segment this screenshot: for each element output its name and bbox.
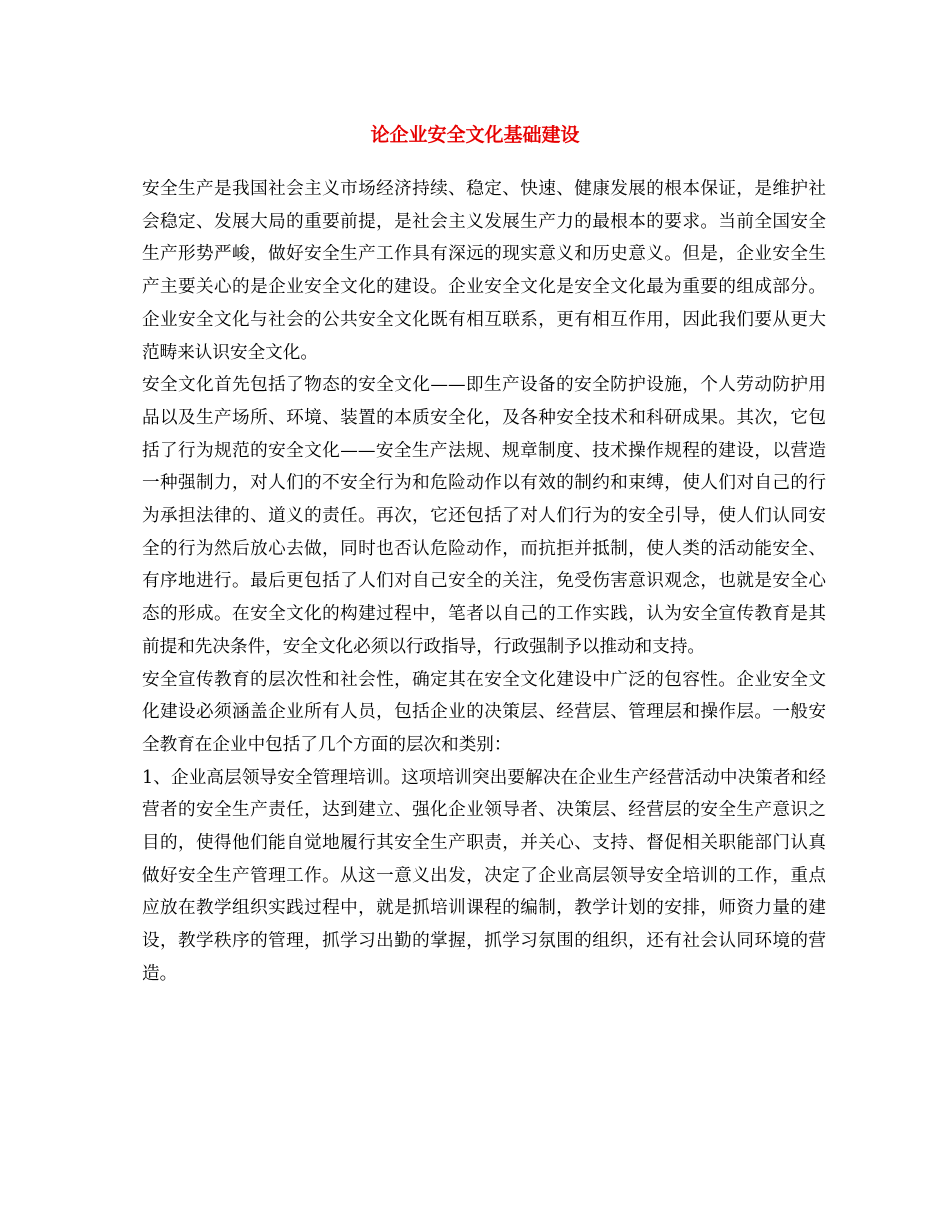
paragraph-3: 安全宣传教育的层次性和社会性，确定其在安全文化建设中广泛的包容性。企业安全文化建设必须涵盖企业所有人员，包括企业的决策层、经营层、管理层和操作层。一般安全教育在企业中包括了几个方面的层次和类别： <box>142 669 826 755</box>
document-title: 论企业安全文化基础建设 <box>370 124 580 146</box>
paragraph-1: 安全生产是我国社会主义市场经济持续、稳定、快速、健康发展的根本保证，是维护社会稳定、发展大局的重要前提，是社会主义发展生产力的最根本的要求。当前全国安全生产形势严峻，做好安全生产工作具有深远的现实意义和历史意义。但是，企业安全生产主要关心的是企业安全文化的建设。企业安全文化是安全文化最为重要的组成部分。企业安全文化与社会的公共安全文化既有相互联系，更有相互作用，因此我们要从更大范畴来认识安全文化。 <box>142 179 826 363</box>
document-body <box>142 173 826 991</box>
paragraph-4: 1、企业高层领导安全管理培训。这项培训突出要解决在企业生产经营活动中决策者和经营者的安全生产责任，达到建立、强化企业领导者、决策层、经营层的安全生产意识之目的，使得他们能自觉地履行其安全生产职责，并关心、支持、督促相关职能部门认真做好安全生产管理工作。从这一意义出发，决定了企业高层领导安全培训的工作，重点应放在教学组织实践过程中，就是抓培训课程的编制，教学计划的安排，师资力量的建设，教学秩序的管理，抓学习出勤的掌握，抓学习氛围的组织，还有社会认同环境的营造。 <box>142 767 826 984</box>
paragraph-2: 安全文化首先包括了物态的安全文化——即生产设备的安全防护设施，个人劳动防护用品以及生产场所、环境、装置的本质安全化，及各种安全技术和科研成果。其次，它包括了行为规范的安全文化——安全生产法规、规章制度、技术操作规程的建设，以营造一种强制力，对人们的不安全行为和危险动作以有效的制约和束缚，使人们对自己的行为承担法律的、道义的责任。再次，它还包括了对人们行为的安全引导，使人们认同安全的行为然后放心去做，同时也否认危险动作，而抗拒并抵制，使人类的活动能安全、有序地进行。最后更包括了人们对自己安全的关注，免受伤害意识观念，也就是安全心态的形成。在安全文化的构建过程中，笔者以自己的工作实践，认为安全宣传教育是其前提和先决条件，安全文化必须以行政指导，行政强制予以推动和支持。 <box>142 375 826 657</box>
